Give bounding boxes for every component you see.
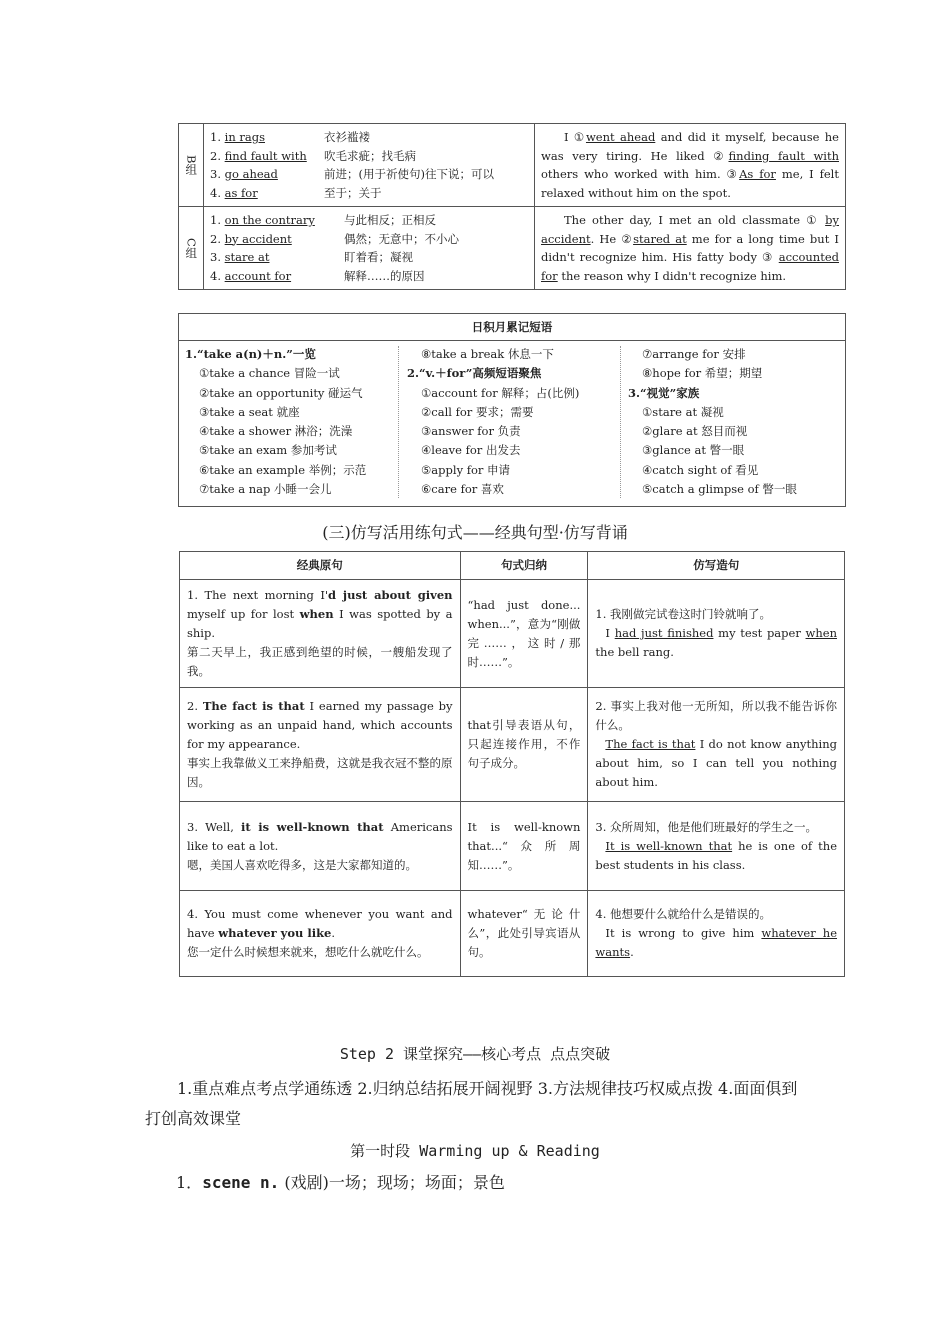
table-row bbox=[180, 891, 845, 977]
pattern-summary: that引导表语从句，只起连接作用，不作句子成分。 bbox=[460, 688, 588, 802]
table-row bbox=[180, 802, 845, 891]
header-summary: 句式归纳 bbox=[460, 552, 588, 580]
imitation-sentence: 3. 众所周知，他是他们班最好的学生之一。 It is well-known that he is one of the best students in his class. bbox=[588, 802, 845, 891]
step-heading: Step 2 课堂探究——核心考点 点点突破 bbox=[339, 1045, 611, 1063]
intro-paragraph: 1.重点难点考点学通练透 2.归纳总结拓展开阔视野 3.方法规律技巧权威点拨 4.面面俱到打创高效课堂 bbox=[145, 1079, 798, 1128]
phrase-column-3: ⑦arrange for 安排 ⑧hope for 希望；期望 3.“视觉”家族 ①stare at 凝视 ②glare at 怒目而视 ③glance at 瞥一眼 ④catch sight of 看见 ⑤catch a glimpse of 瞥一眼 bbox=[628, 347, 797, 497]
phrase-accumulation-box bbox=[178, 313, 846, 507]
pattern-summary: whatever“无论什么”，此处引导宾语从句。 bbox=[460, 891, 588, 977]
phrase-list bbox=[204, 207, 535, 290]
original-sentence: 2. The fact is that I earned my passage by working as an unpaid hand, which accounts for my appearance. 事实上我靠做义工来挣船费，这就是我衣冠不整的原因。 bbox=[180, 688, 461, 802]
phrase-item: 4. account for 解释……的原因 bbox=[210, 268, 425, 283]
imitation-sentence: 4. 他想要什么就给什么是错误的。 It is wrong to give him whatever he wants. bbox=[588, 891, 845, 977]
pattern-summary: It is well-known that...“众所周知……”。 bbox=[460, 802, 588, 891]
phrase-group-table bbox=[178, 123, 846, 290]
original-sentence: 1. The next morning I'd just about given myself up for lost when I was spotted by a ship. 第二天早上，我正感到绝望的时候，一艘船发现了我。 bbox=[180, 580, 461, 688]
group-label: C组 bbox=[179, 207, 204, 290]
imitation-sentence: 2. 事实上我对他一无所知，所以我不能告诉你什么。 The fact is that I do not know anything about him, so I can tell you nothing about him. bbox=[588, 688, 845, 802]
phrase-list bbox=[204, 124, 535, 207]
table-row bbox=[180, 580, 845, 688]
vocab-item: 1．scene n. (戏剧)一场；现场；场面；景色 bbox=[176, 1173, 505, 1192]
phrase-column-2: ⑧take a break 休息一下 2.“v.＋for”高频短语聚焦 ①account for 解释；占(比例) ②call for 要求；需要 ③answer for 负责 ④leave for 出发去 ⑤apply for 申请 ⑥care for 喜欢 bbox=[407, 347, 580, 497]
phrase-column-1: 1.“take a(n)＋n.”一览 ①take a chance 冒险一试 ②take an opportunity 碰运气 ③take a seat 就座 ④take a shower 淋浴；洗澡 ⑤take an exam 参加考试 ⑥take an example 举例；示范 ⑦take a nap 小睡一会儿 bbox=[185, 347, 367, 497]
group-row-b bbox=[179, 124, 846, 207]
phrase-item: 2. find fault with 吹毛求疵；找毛病 bbox=[210, 148, 416, 163]
header-imitation: 仿写造句 bbox=[588, 552, 845, 580]
pattern-summary: “had just done... when...”，意为“刚做完……，这时/那时……”。 bbox=[460, 580, 588, 688]
table-header-row bbox=[180, 552, 845, 580]
imitation-sentence: 1. 我刚做完试卷这时门铃就响了。 I had just finished my test paper when the bell rang. bbox=[588, 580, 845, 688]
phrase-item: 4. as for 至于；关于 bbox=[210, 185, 382, 200]
column-divider bbox=[398, 346, 399, 498]
table-row bbox=[180, 688, 845, 802]
phrase-item: 2. by accident 偶然；无意中；不小心 bbox=[210, 231, 459, 246]
phrase-item: 3. go ahead 前进；(用于祈使句)往下说；可以 bbox=[210, 167, 494, 181]
original-sentence: 3. Well, it is well-known that Americans like to eat a lot. 嗯，美国人喜欢吃得多，这是大家都知道的。 bbox=[180, 802, 461, 891]
phrase-item: 1. on the contrary 与此相反；正相反 bbox=[210, 213, 436, 227]
section-title: (三)仿写活用练句式——经典句型·仿写背诵 bbox=[322, 523, 628, 542]
phrase-item: 3. stare at 盯着看；凝视 bbox=[210, 250, 413, 264]
period-heading: 第一时段 Warming up & Reading bbox=[350, 1142, 600, 1160]
group-row-c bbox=[179, 207, 846, 290]
phrase-item: 1. in rags 衣衫褴褛 bbox=[210, 130, 370, 144]
example-passage: I ①went ahead and did it myself, because he was very tiring. He liked ②finding fault with others who worked with him. ③As for me, I felt relaxed without him on the spot. bbox=[535, 124, 846, 207]
sentence-pattern-table bbox=[179, 551, 845, 977]
group-label: B组 bbox=[179, 124, 204, 207]
example-passage: The other day, I met an old classmate ① by accident. He ②stared at me for a long time but I didn't recognize him. His fatty body ③ accounted for the reason why I didn't recognize him. bbox=[535, 207, 846, 290]
column-divider bbox=[620, 346, 621, 498]
box-title: 日积月累记短语 bbox=[179, 314, 845, 341]
original-sentence: 4. You must come whenever you want and have whatever you like. 您一定什么时候想来就来，想吃什么就吃什么。 bbox=[180, 891, 461, 977]
header-original: 经典原句 bbox=[180, 552, 461, 580]
